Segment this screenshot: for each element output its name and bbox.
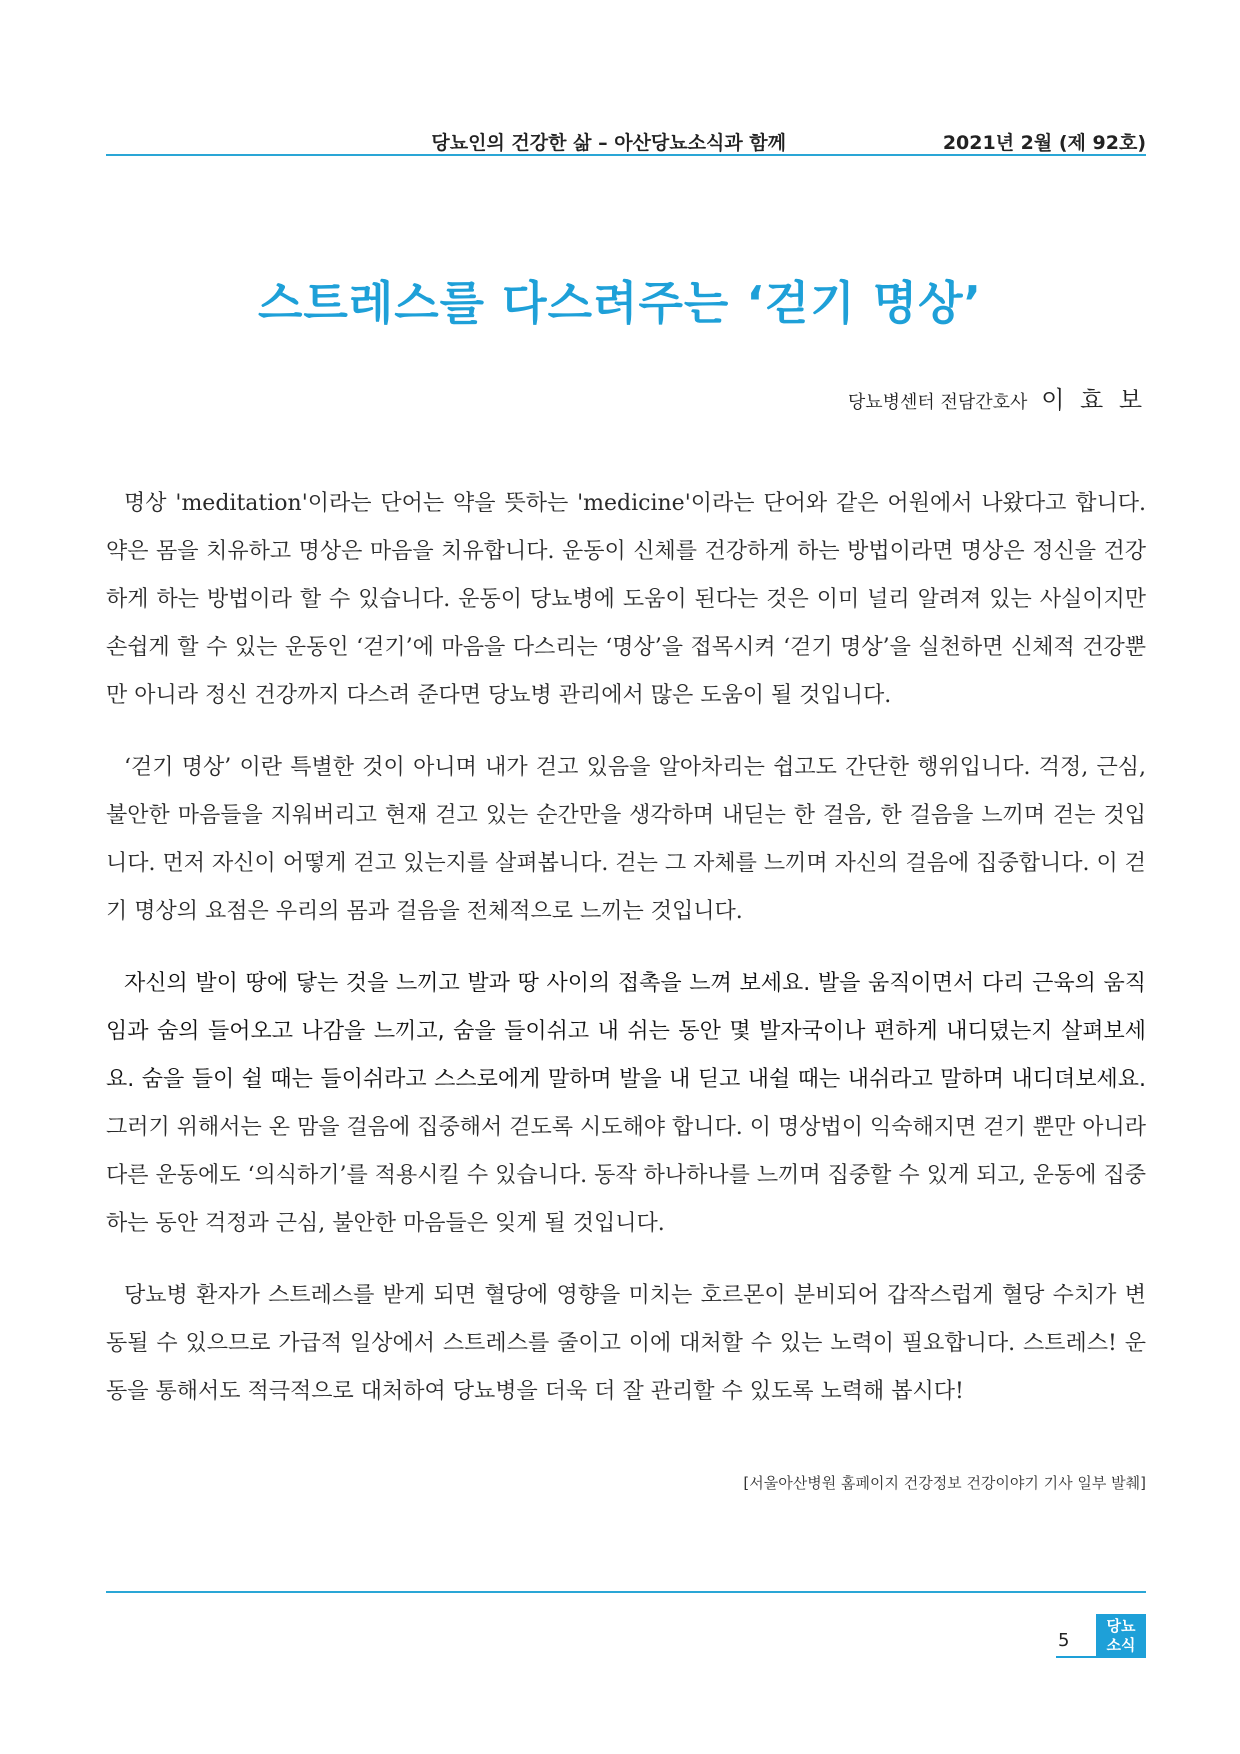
- paragraph-2: ‘걷기 명상’ 이란 특별한 것이 아니며 내가 걷고 있음을 알아차리는 쉽고도 간단한 행위입니다. 걱정, 근심, 불안한 마음들을 지워버리고 현재 걷고 있는 순간만을 생각하며 내딛는 한 걸음, 한 걸음을 느끼며 걷는 것입니다. 먼저 자신이 어떻게 걷고 있는지를 살펴봅니다. 걷는 그 자체를 느끼며 자신의 걸음에 집중합니다. 이 걷기 명상의 요점은 우리의 몸과 걸음을 전체적으로 느끼는 것입니다.: [106, 755, 1146, 924]
- source-citation: [서울아산병원 홈페이지 건강정보 건강이야기 기사 일부 발췌]: [743, 1474, 1146, 1492]
- page-number: 5: [1058, 1630, 1070, 1651]
- footer-divider: [106, 1591, 1146, 1593]
- paragraph-3-emphasis: 자신의 발이 땅에 닿는 것을 느끼고 발과 땅 사이의 접촉을 느껴 보세요. 발을 움직이면서 다리 근육의 움직임과 숨의 들어오고 나감을 느끼고, 숨을 들이쉬고 내 쉬는 동안 몇 발자국이나 편하게 내디뎠는지 살펴보세요. 숨을 들이 쉴 때는 들이쉬라고 스스로에게 말하며 발을 내 딛고 내쉴 때는 내쉬라고 말하며 내디뎌보세요.: [106, 971, 1146, 1092]
- paragraph-4: 당뇨병 환자가 스트레스를 받게 되면 혈당에 영향을 미치는 호르몬이 분비되어 갑작스럽게 혈당 수치가 변동될 수 있으므로 가급적 일상에서 스트레스를 줄이고 이에 대처할 수 있는 노력이 필요합니다. 스트레스! 운동을 통해서도 적극적으로 대처하여 당뇨병을 더욱 더 잘 관리할 수 있도록 노력해 봅시다!: [106, 1283, 1146, 1404]
- page-header: [106, 124, 1146, 152]
- paragraph-3-rest: 그러기 위해서는 온 맘을 걸음에 집중해서 걷도록 시도해야 합니다. 이 명상법이 익숙해지면 걷기 뿐만 아니라 다른 운동에도 ‘의식하기’를 적용시킬 수 있습니다. 동작 하나하나를 느끼며 집중할 수 있게 되고, 운동에 집중 하는 동안 걱정과 근심, 불안한 마음들은 잊게 될 것입니다.: [106, 1115, 1146, 1236]
- author-affiliation: 당뇨병센터 전담간호사: [847, 392, 1028, 413]
- page-number-underline: [1056, 1656, 1096, 1658]
- header-divider: [106, 154, 1146, 156]
- issue-date: 2021년 2월 (제 92호): [942, 132, 1146, 154]
- newsletter-badge: [1096, 1614, 1146, 1658]
- author-byline: [848, 380, 1146, 415]
- article-title: 스트레스를 다스려주는 ‘걷기 명상’: [257, 275, 983, 330]
- paragraph-1: 명상 'meditation'이라는 단어는 약을 뜻하는 'medicine'이라는 단어와 같은 어원에서 나왔다고 합니다. 약은 몸을 치유하고 명상은 마음을 치유합니다. 운동이 신체를 건강하게 하는 방법이라면 명상은 정신을 건강하게 하는 방법이라 할 수 있습니다. 운동이 당뇨병에 도움이 된다는 것은 이미 널리 알려져 있는 사실이지만 손쉽게 할 수 있는 운동인 ‘걷기’에 마음을 다스리는 ‘명상’을 접목시켜 ‘걷기 명상’을 실천하면 신체적 건강뿐만 아니라 정신 건강까지 다스려 준다면 당뇨병 관리에서 많은 도움이 될 것입니다.: [106, 491, 1146, 708]
- badge-line-1: 당뇨: [1106, 1617, 1136, 1635]
- newsletter-series-title: 당뇨인의 건강한 삶 – 아산당뇨소식과 함께: [431, 132, 786, 154]
- article-body: [106, 480, 1146, 1440]
- badge-line-2: 소식: [1106, 1636, 1136, 1654]
- author-name: 이 효 보: [1041, 386, 1146, 414]
- paragraph-3: [106, 960, 1146, 1248]
